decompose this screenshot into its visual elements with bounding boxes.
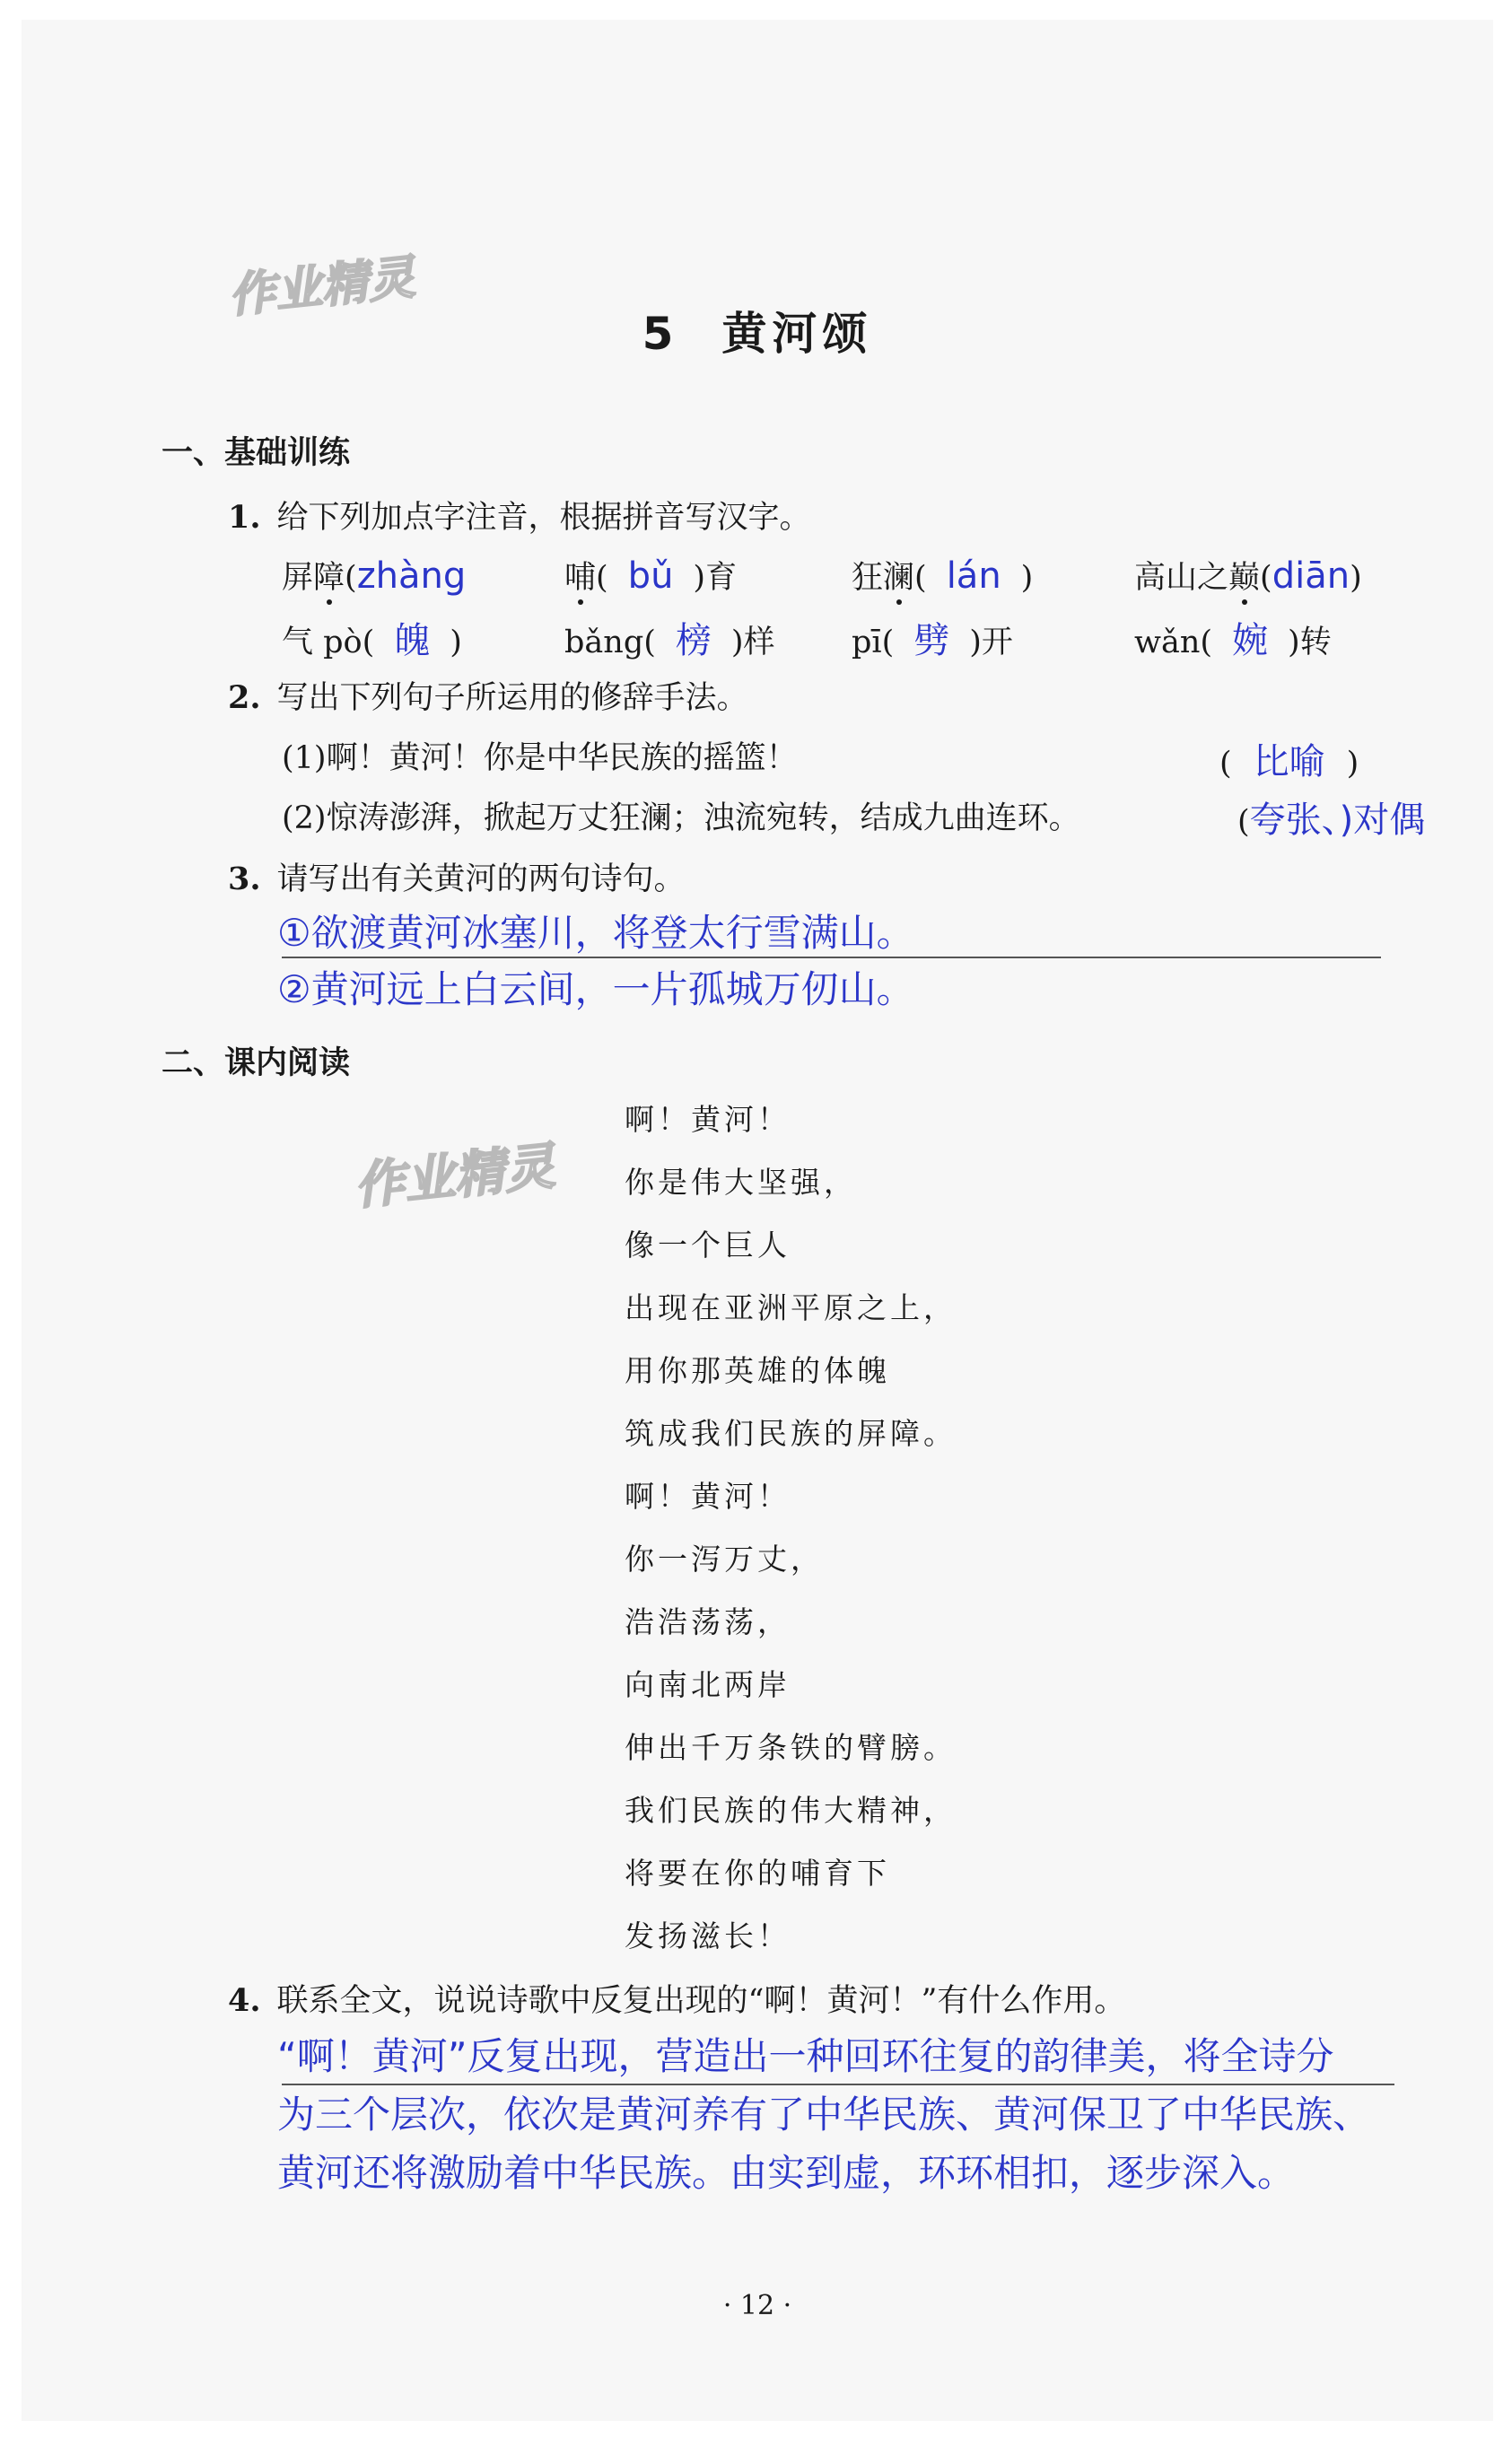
- question-1: [228, 493, 811, 537]
- question-2-number: 2.: [228, 679, 261, 716]
- question-3-prompt: 请写出有关黄河的两句诗句。: [276, 861, 686, 897]
- poem-line: 你是伟大坚强，: [625, 1165, 857, 1200]
- q3-answer-1: ①欲渡黄河冰塞川，将登太行雪满山。: [277, 911, 914, 955]
- q1-item-4: 高山之巅(diān): [1134, 555, 1362, 597]
- poem-line: 像一个巨人: [625, 1228, 791, 1263]
- poem-line: 啊！黄河！: [625, 1479, 791, 1514]
- q1-item-6: bǎng( 榜 )样: [564, 620, 775, 661]
- q4-answer-line-3: 黄河还将激励着中华民族。由实到虚，环环相扣，逐步深入。: [277, 2151, 1296, 2195]
- lesson-number: 5: [642, 308, 679, 360]
- watermark-top: 作业精灵: [226, 250, 418, 324]
- worksheet-page: [22, 20, 1493, 2421]
- question-4-prompt: 联系全文，说说诗歌中反复出现的“啊！黄河！”有什么作用。: [276, 1983, 1126, 2019]
- poem-line: 将要在你的哺育下: [625, 1856, 890, 1891]
- q4-answer-line-1: “啊！黄河”反复出现，营造出一种回环往复的韵律美，将全诗分: [277, 2034, 1334, 2078]
- q2-sentence-2: (2)惊涛澎湃，掀起万丈狂澜；浊流宛转，结成九曲连环。: [282, 800, 1080, 836]
- poem-line: 浩浩荡荡，: [625, 1604, 791, 1639]
- hanzi-answer: 榜: [675, 620, 712, 661]
- q1-item-1: 屏障(zhàng: [282, 555, 467, 597]
- page-number: · 12 ·: [722, 2290, 792, 2321]
- answer-line: [282, 957, 1381, 958]
- hanzi-answer: 魄: [394, 620, 431, 661]
- poem-line: 伸出千万条铁的臂膀。: [625, 1730, 957, 1765]
- poem-line: 出现在亚洲平原之上，: [625, 1290, 957, 1325]
- poem-line: 你一泻万丈，: [625, 1542, 824, 1577]
- rhetoric-answer: 比喻: [1253, 741, 1325, 782]
- question-1-prompt: 给下列加点字注音，根据拼音写汉字。: [276, 500, 811, 536]
- rhetoric-answer: 夸张、)对偶: [1249, 800, 1426, 841]
- pinyin-answer: lán: [946, 555, 1001, 597]
- question-2: [228, 673, 748, 718]
- section-1-heading: 一、基础训练: [162, 435, 351, 471]
- poem-line: 用你那英雄的体魄: [625, 1353, 890, 1388]
- question-4: [228, 1976, 1125, 2021]
- q2-sentence-1: (1)啊！黄河！你是中华民族的摇篮！: [282, 740, 798, 776]
- watermark-middle: 作业精灵: [351, 1137, 558, 1217]
- lesson-title-text: 黄河颂: [721, 308, 873, 360]
- poem-line: 筑成我们民族的屏障。: [625, 1416, 957, 1451]
- q4-answer-line-2: 为三个层次，依次是黄河养有了中华民族、黄河保卫了中华民族、: [277, 2093, 1371, 2137]
- poem-line: 我们民族的伟大精神，: [625, 1793, 957, 1828]
- question-2-prompt: 写出下列句子所运用的修辞手法。: [276, 680, 748, 716]
- pinyin-answer: diān: [1272, 555, 1350, 597]
- q1-item-8: wǎn( 婉 )转: [1134, 620, 1332, 661]
- dotted-char: 巅: [1228, 560, 1261, 596]
- q1-item-5: 气 pò( 魄 ): [282, 620, 462, 661]
- q1-item-3: 狂澜( lán ): [852, 555, 1034, 597]
- q1-item-2: 哺( bǔ )育: [564, 555, 738, 597]
- hanzi-answer: 劈: [913, 620, 950, 661]
- hanzi-answer: 婉: [1232, 620, 1269, 661]
- poem-line: 啊！黄河！: [625, 1102, 791, 1137]
- dotted-char: 哺: [564, 560, 597, 596]
- lesson-title: [22, 298, 1493, 363]
- q2-answer-1: ( 比喻 ): [1219, 741, 1359, 782]
- question-3-number: 3.: [228, 861, 261, 897]
- poem-line: 向南北两岸: [625, 1667, 791, 1702]
- dotted-char: 障: [313, 560, 345, 596]
- pinyin-answer: zhàng: [356, 555, 467, 597]
- q1-item-7: pī( 劈 )开: [852, 620, 1013, 661]
- q2-answer-2: (夸张、)对偶: [1237, 800, 1426, 841]
- pinyin-answer: bǔ: [627, 555, 674, 597]
- q3-answer-2: ②黄河远上白云间，一片孤城万仞山。: [277, 967, 914, 1011]
- question-3: [228, 854, 686, 899]
- question-4-number: 4.: [228, 1982, 261, 2019]
- section-2-heading: 二、课内阅读: [162, 1045, 351, 1081]
- dotted-char: 澜: [883, 560, 915, 596]
- poem-line: 发扬滋长！: [625, 1918, 791, 1953]
- question-1-number: 1.: [228, 499, 261, 536]
